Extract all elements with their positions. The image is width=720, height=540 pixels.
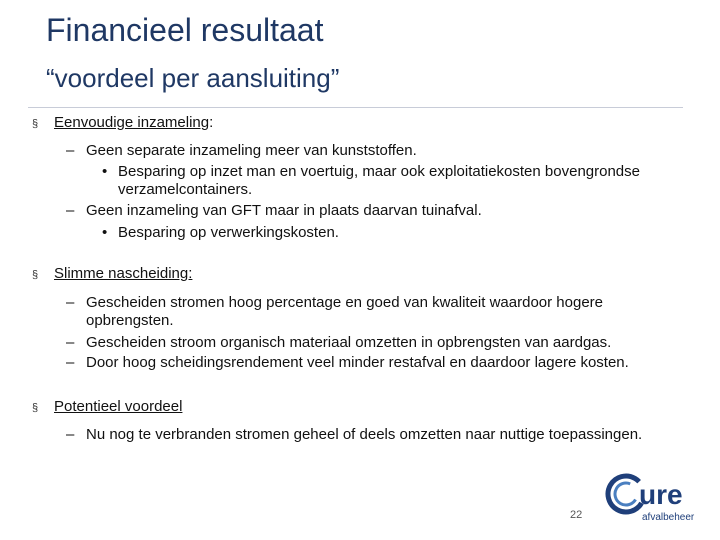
list-item-text: Gescheiden stromen hoog percentage en goed van kwaliteit waardoor hogere [86, 294, 604, 311]
dash-icon: – [66, 334, 75, 351]
section-heading-1 [54, 114, 213, 131]
logo-ring-inner [611, 479, 641, 509]
section-heading-1-colon: : [209, 114, 214, 131]
sub-list-item-text: Besparing op verwerkingskosten. [118, 224, 339, 241]
list-item [66, 354, 706, 372]
list-item [66, 294, 706, 330]
list-item [66, 202, 706, 220]
list-item [66, 142, 706, 160]
cure-logo [604, 468, 716, 528]
list-item [66, 334, 706, 352]
list-item-text: Geen inzameling van GFT maar in plaats daarvan tuinafval. [86, 202, 482, 219]
section-heading-2: Slimme nascheiding: [54, 265, 193, 282]
slide-subtitle: “voordeel per aansluiting” [46, 63, 340, 93]
square-bullet-icon: § [32, 402, 39, 414]
dash-icon: – [66, 294, 75, 311]
logo-wordmark: ure [639, 479, 683, 510]
square-bullet-icon: § [32, 269, 39, 281]
list-item-text: Geen separate inzameling meer van kunststoffen. [86, 142, 417, 159]
list-item [66, 426, 706, 444]
dash-icon: – [66, 354, 75, 371]
list-item-text: Nu nog te verbranden stromen geheel of deels omzetten naar nuttige toepassingen. [86, 426, 643, 443]
dot-icon: • [102, 224, 108, 241]
sub-list-item [102, 224, 702, 242]
page-number: 22 [570, 509, 583, 521]
square-bullet-icon: § [32, 118, 39, 130]
sub-list-item-text: Besparing op inzet man en voertuig, maar ook exploitatiekosten bovengrondse [118, 163, 640, 180]
section-heading-1-text: Eenvoudige inzameling [54, 114, 210, 131]
list-item-text: Gescheiden stroom organisch materiaal omzetten in opbrengsten van aardgas. [86, 334, 612, 351]
list-item-continuation: opbrengsten. [86, 312, 174, 329]
dash-icon: – [66, 426, 75, 443]
dot-icon: • [102, 163, 108, 180]
list-item-text: Door hoog scheidingsrendement veel minder restafval en daardoor lagere kosten. [86, 354, 629, 371]
slide-title: Financieel resultaat [46, 12, 324, 48]
section-heading-3: Potentieel voordeel [54, 398, 183, 415]
sub-list-item [102, 163, 702, 199]
title-divider [28, 107, 683, 108]
sub-list-item-continuation: verzamelcontainers. [118, 181, 253, 198]
dash-icon: – [66, 202, 75, 219]
dash-icon: – [66, 142, 75, 159]
logo-tagline: afvalbeheer [642, 512, 695, 523]
